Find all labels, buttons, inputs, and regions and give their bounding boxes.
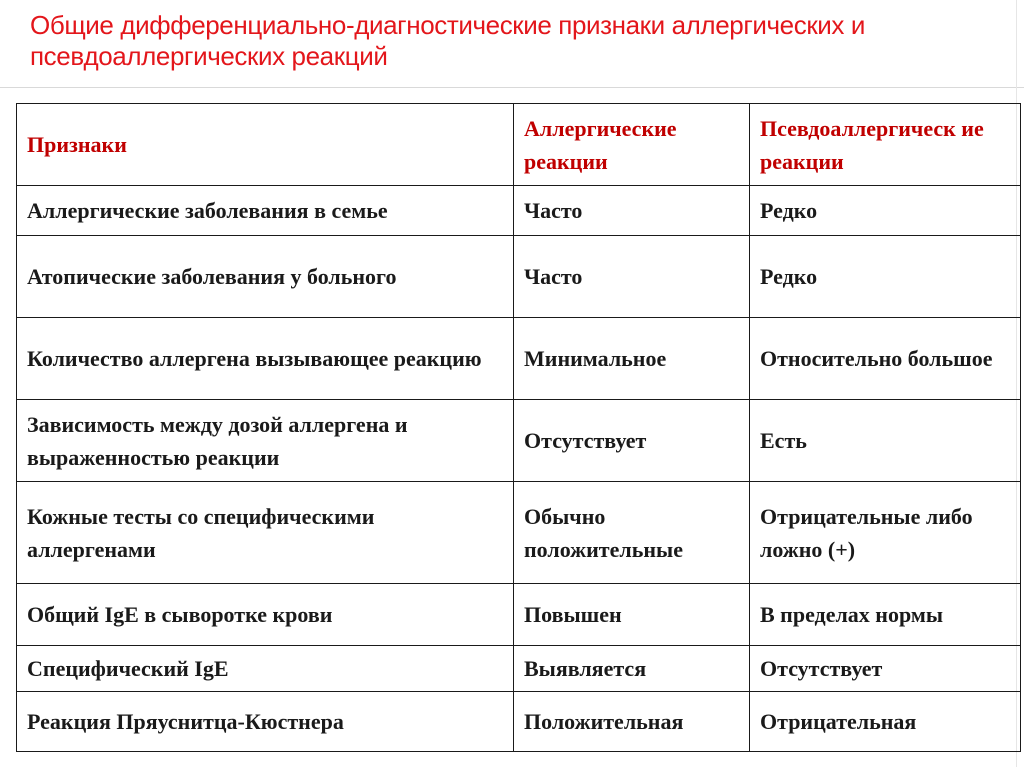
table-row [17, 400, 1021, 482]
cell-allergic: Выявляется [514, 646, 750, 692]
table-row [17, 318, 1021, 400]
table-row [17, 236, 1021, 318]
cell-pseudoallergic: Отсутствует [750, 646, 1021, 692]
table-header-row [17, 104, 1021, 186]
cell-sign: Аллергические заболевания в семье [17, 186, 514, 236]
slide-title-line-1: Общие дифференциально-диагностические признаки аллергических и [30, 10, 865, 40]
table-row [17, 482, 1021, 584]
cell-sign: Общий IgE в сыворотке крови [17, 584, 514, 646]
cell-pseudoallergic: Редко [750, 186, 1021, 236]
cell-sign: Специфический IgE [17, 646, 514, 692]
cell-pseudoallergic: Относительно большое [750, 318, 1021, 400]
slide-title [30, 10, 1010, 72]
cell-sign: Атопические заболевания у больного [17, 236, 514, 318]
cell-pseudoallergic: Есть [750, 400, 1021, 482]
cell-allergic: Отсутствует [514, 400, 750, 482]
cell-pseudoallergic: В пределах нормы [750, 584, 1021, 646]
table-row [17, 692, 1021, 752]
cell-sign: Зависимость между дозой аллергена и выраженностью реакции [17, 400, 514, 482]
table-row [17, 584, 1021, 646]
table-row [17, 646, 1021, 692]
cell-pseudoallergic: Отрицательная [750, 692, 1021, 752]
title-divider [0, 87, 1024, 88]
cell-allergic: Часто [514, 236, 750, 318]
header-pseudoallergic: Псевдоаллергическ ие реакции [750, 104, 1021, 186]
cell-sign: Реакция Пряуснитца-Кюстнера [17, 692, 514, 752]
cell-sign: Кожные тесты со специфическими аллергенами [17, 482, 514, 584]
header-allergic: Аллергические реакции [514, 104, 750, 186]
cell-allergic: Часто [514, 186, 750, 236]
cell-allergic: Минимальное [514, 318, 750, 400]
table-row [17, 186, 1021, 236]
cell-allergic: Повышен [514, 584, 750, 646]
cell-sign: Количество аллергена вызывающее реакцию [17, 318, 514, 400]
slide-title-line-2: псевдоаллергических реакций [30, 41, 388, 71]
cell-allergic: Положительная [514, 692, 750, 752]
cell-pseudoallergic: Отрицательные либо ложно (+) [750, 482, 1021, 584]
cell-allergic: Обычно положительные [514, 482, 750, 584]
comparison-table [16, 103, 1021, 752]
cell-pseudoallergic: Редко [750, 236, 1021, 318]
header-signs: Признаки [17, 104, 514, 186]
